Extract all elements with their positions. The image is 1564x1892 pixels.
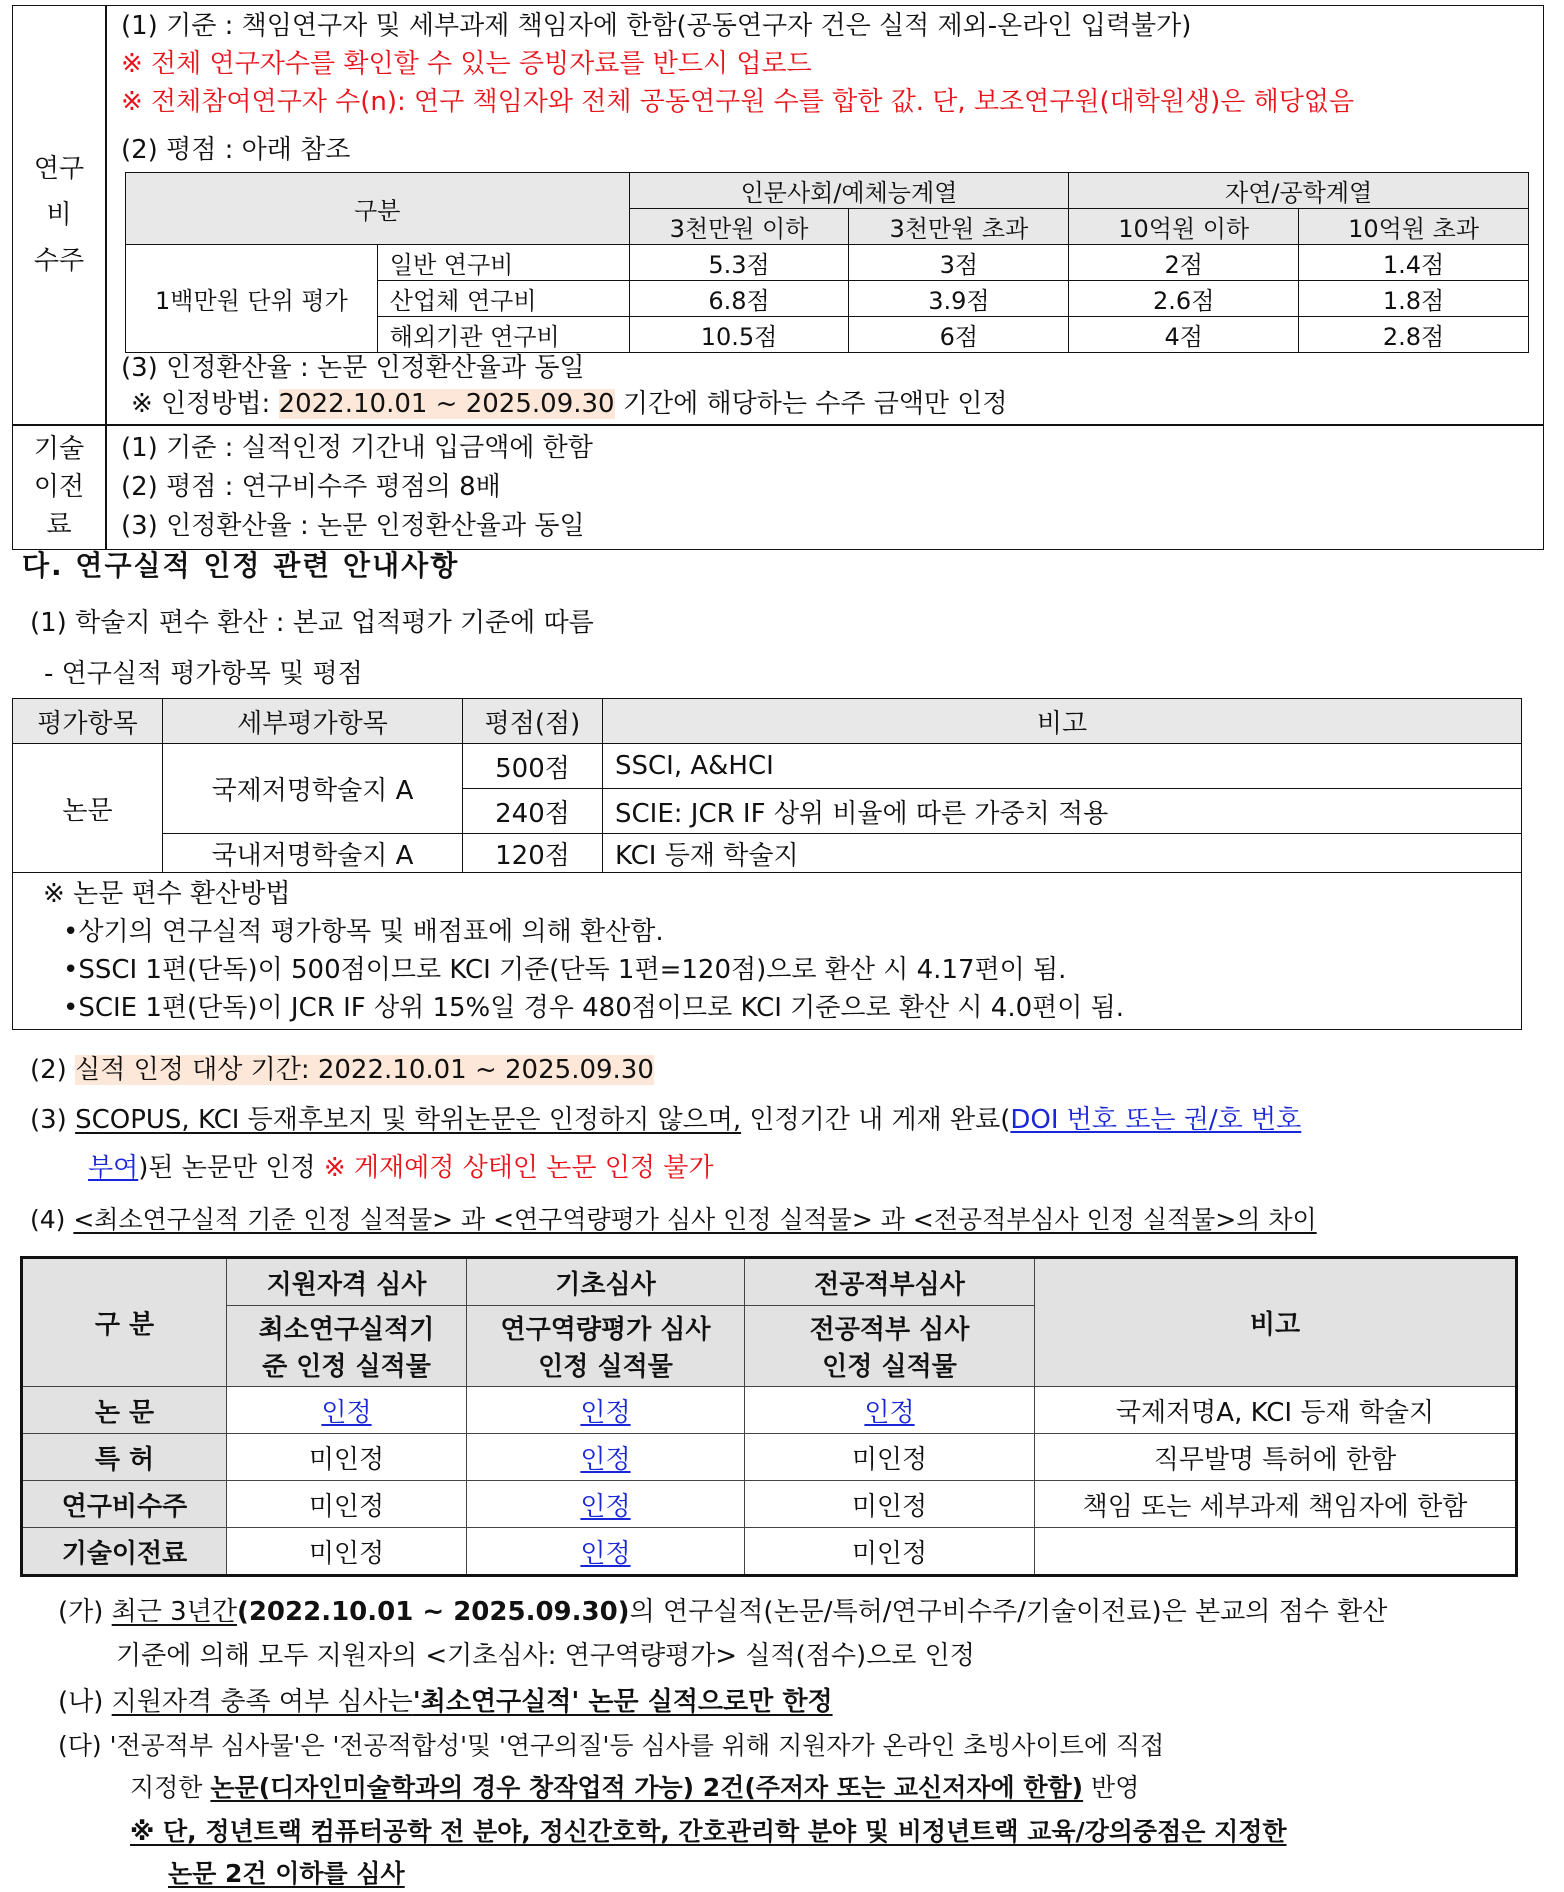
eval-category: 논문 — [13, 744, 163, 873]
note-ga-cont: 기준에 의해 모두 지원자의 <기초심사: 연구역량평가> 실적(점수)으로 인정 — [116, 1641, 975, 1671]
eval-table — [12, 698, 1522, 1030]
score-header-gubun: 구분 — [126, 173, 630, 245]
conversion-line: (3) 인정환산율 : 논문 인정환산율과 동일 — [121, 353, 585, 383]
approved-link[interactable]: 인정 — [864, 1397, 915, 1428]
item2: (2) 실적 인정 대상 기간: 2022.10.01 ~ 2025.09.30 — [30, 1055, 654, 1085]
method-item: •SCIE 1편(단독)이 JCR IF 상위 15%일 경우 480점이므로 KCI 기준으로 환산 시 4.0편이 됨. — [63, 993, 1125, 1023]
comparison-table — [20, 1256, 1518, 1577]
eval-header: 평점(점) — [463, 699, 603, 744]
row-label-tech-transfer: 기술 이전 료 — [33, 434, 85, 540]
cmp-header: 지원자격 심사 — [227, 1258, 467, 1306]
table-row: 240점 SCIE: JCR IF 상위 비율에 따른 가중치 적용 — [13, 789, 1522, 834]
table-row: 연구비수주 미인정 인정 미인정 책임 또는 세부과제 책임자에 한함 — [22, 1481, 1517, 1528]
item4: (4) <최소연구실적 기준 인정 실적물> 과 <연구역량평가 심사 인정 실적물> 과 <전공적부심사 인정 실적물>의 차이 — [30, 1205, 1317, 1234]
eval-intl: 국제저명학술지 A — [163, 744, 463, 834]
note-da-cont: 지정한 논문(디자인미술학과의 경우 창작업적 가능) 2건(주저자 또는 교신저자에 한함) 반영 — [130, 1773, 1140, 1802]
tech-line: (3) 인정환산율 : 논문 인정환산율과 동일 — [121, 511, 585, 541]
item1: (1) 학술지 편수 환산 : 본교 업적평가 기준에 따름 — [30, 608, 594, 638]
participant-notice: ※ 전체참여연구자 수(n): 연구 책임자와 전체 공동연구원 수를 합한 값. 단, 보조연구원(대학원생)은 해당없음 — [121, 87, 1355, 117]
note-ga: (가) 최근 3년간(2022.10.01 ~ 2025.09.30)의 연구실적(논문/특허/연구비수주/기술이전료)은 본교의 점수 환산 — [58, 1597, 1388, 1627]
score-header-science: 자연/공학계열 — [1069, 173, 1529, 209]
score-sub-header: 10억원 초과 — [1299, 209, 1529, 245]
item1-sub: - 연구실적 평가항목 및 평점 — [44, 659, 363, 689]
table-row: 기술이전료 미인정 인정 미인정 — [22, 1528, 1517, 1576]
table-row: 국내저명학술지 A 120점 KCI 등재 학술지 — [13, 834, 1522, 873]
note-da-exception-cont: 논문 2건 이하를 심사 — [168, 1859, 405, 1888]
method-item: •SSCI 1편(단독)이 500점이므로 KCI 기준(단독 1편=120점)으로 환산 시 4.17편이 됨. — [63, 955, 1067, 985]
score-table — [125, 172, 1529, 353]
cmp-subheader: 최소연구실적기준 인정 실적물 — [227, 1306, 467, 1387]
approved-link[interactable]: 인정 — [580, 1538, 631, 1569]
approved-link[interactable]: 인정 — [580, 1444, 631, 1475]
section-title: 다. 연구실적 인정 관련 안내사항 — [22, 549, 460, 582]
doi-link[interactable]: DOI 번호 또는 권/호 번호 — [1010, 1105, 1302, 1135]
method-title: ※ 논문 편수 환산방법 — [43, 879, 291, 909]
item3-cont: 부여)된 논문만 인정 ※ 게재예정 상태인 논문 인정 불가 — [88, 1153, 714, 1183]
score-sub-header: 3천만원 이하 — [629, 209, 849, 245]
grant-link[interactable]: 부여 — [88, 1153, 139, 1183]
criteria-line: (1) 기준 : 책임연구자 및 세부과제 책임자에 한함(공동연구자 건은 실적 제외-온라인 입력불가) — [121, 11, 1192, 41]
table-row: 논문 국제저명학술지 A 500점 SSCI, A&HCI — [13, 744, 1522, 789]
note-na: (나) 지원자격 충족 여부 심사는'최소연구실적' 논문 실적으로만 한정 — [58, 1687, 833, 1717]
upload-notice: ※ 전체 연구자수를 확인할 수 있는 증빙자료를 반드시 업로드 — [121, 49, 812, 79]
score-sub-header: 3천만원 초과 — [849, 209, 1069, 245]
eval-header: 세부평가항목 — [163, 699, 463, 744]
approved-link[interactable]: 인정 — [580, 1491, 631, 1522]
approved-link[interactable]: 인정 — [580, 1397, 631, 1428]
cmp-header: 전공적부심사 — [745, 1258, 1035, 1306]
cmp-header: 기초심사 — [467, 1258, 745, 1306]
method-line: ※ 인정방법: 2022.10.01 ~ 2025.09.30 기간에 해당하는 수주 금액만 인정 — [131, 389, 1008, 419]
tech-line: (2) 평점 : 연구비수주 평점의 8배 — [121, 472, 501, 502]
table-row: 논 문 인정 인정 인정 국제저명A, KCI 등재 학술지 — [22, 1387, 1517, 1434]
cmp-note-header: 비고 — [1035, 1258, 1517, 1387]
eval-header: 비고 — [603, 699, 1522, 744]
score-line: (2) 평점 : 아래 참조 — [121, 135, 351, 165]
note-da-exception: ※ 단, 정년트랙 컴퓨터공학 전 분야, 정신간호학, 간호관리학 분야 및 비정년트랙 교육/강의중점은 지정한 — [130, 1817, 1287, 1846]
score-sub-header: 10억원 이하 — [1069, 209, 1299, 245]
eval-header: 평가항목 — [13, 699, 163, 744]
method-item: •상기의 연구실적 평가항목 및 배점표에 의해 환산함. — [63, 917, 664, 947]
cmp-gubun: 구 분 — [22, 1258, 227, 1387]
score-row: 산업체 연구비 6.8점 3.9점 2.6점 1.8점 — [126, 281, 1529, 317]
table-row: 특 허 미인정 인정 미인정 직무발명 특허에 한함 — [22, 1434, 1517, 1481]
row-label-research-fund: 연구 비 수주 — [33, 154, 85, 276]
tech-line: (1) 기준 : 실적인정 기간내 입금액에 한함 — [121, 433, 593, 463]
approved-link[interactable]: 인정 — [321, 1397, 372, 1428]
note-da: (다) '전공적부 심사물'은 '전공적합성'및 '연구의질'등 심사를 위해 지원자가 온라인 초빙사이트에 직접 — [58, 1731, 1165, 1760]
cmp-subheader: 전공적부 심사 인정 실적물 — [745, 1306, 1035, 1387]
eval-domestic: 국내저명학술지 A — [163, 834, 463, 873]
score-row: 1백만원 단위 평가 일반 연구비 5.3점 3점 2점 1.4점 — [126, 245, 1529, 281]
top-table — [12, 5, 1544, 550]
eval-method-box — [13, 873, 1522, 1030]
score-header-humanities: 인문사회/예체능계열 — [629, 173, 1069, 209]
score-row-label: 1백만원 단위 평가 — [126, 245, 378, 353]
cmp-subheader: 연구역량평가 심사 인정 실적물 — [467, 1306, 745, 1387]
item3: (3) SCOPUS, KCI 등재후보지 및 학위논문은 인정하지 않으며, 인정기간 내 게재 완료(DOI 번호 또는 권/호 번호 — [30, 1105, 1302, 1135]
score-row: 해외기관 연구비 10.5점 6점 4점 2.8점 — [126, 317, 1529, 353]
